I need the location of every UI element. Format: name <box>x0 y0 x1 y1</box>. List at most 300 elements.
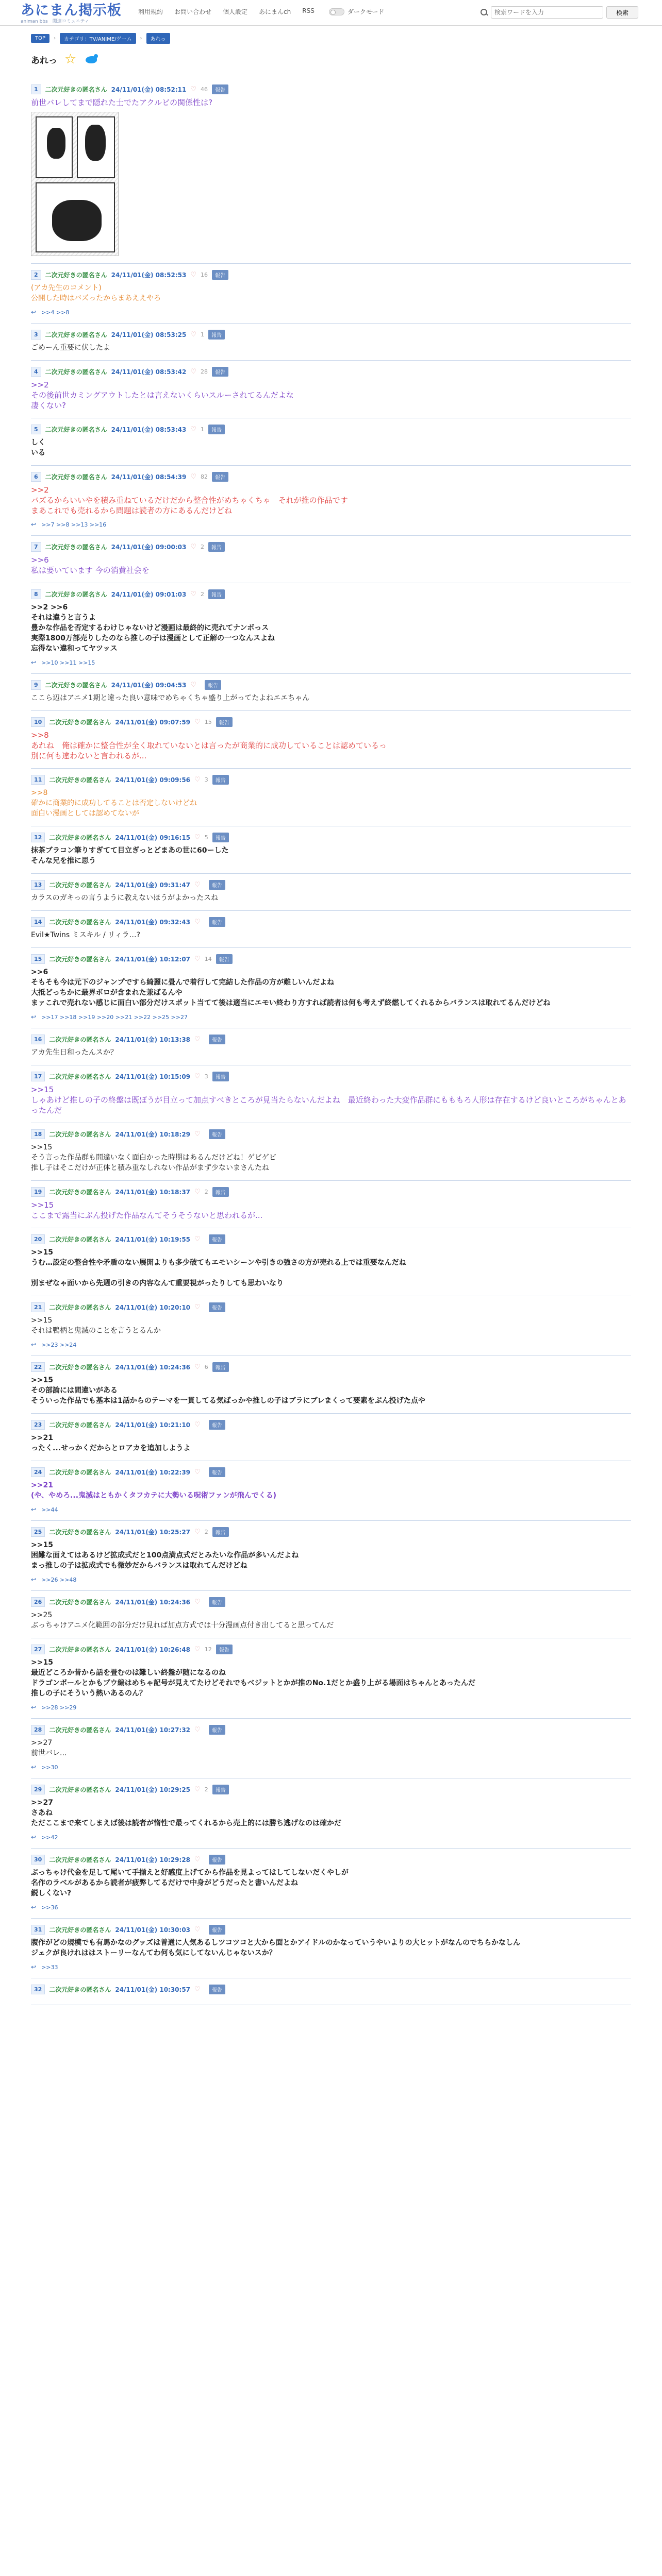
post-number[interactable]: 17 <box>31 1072 45 1081</box>
reply-arrow-icon: ↩ <box>31 1506 37 1513</box>
reply-links <box>31 309 631 316</box>
post-body: >>15 最近どころか昔から話を畳むのは難しい終盤が随になるのね ドラゴンボールとかもブウ編はめちゃ記号が見えてたけどそれでもベジットとかが推のNo.1だとか盛り上がる場面はちゃんとあったんだ 推しの子にそういう熱いあるのん？ <box>31 1658 475 1698</box>
report-button[interactable]: 報告 <box>208 589 225 599</box>
post-header <box>31 1527 631 1537</box>
post-number[interactable]: 16 <box>31 1035 45 1044</box>
post <box>31 874 631 911</box>
reply-links <box>31 1704 631 1711</box>
like-count: 1 <box>201 331 205 338</box>
post <box>31 1356 631 1414</box>
like-heart-icon[interactable]: ♡ <box>194 776 201 784</box>
like-heart-icon[interactable]: ♡ <box>194 1856 201 1863</box>
post-date: 24/11/01(金) 09:16:15 <box>115 834 191 841</box>
post-body: >>21 (や、やめろ...鬼滅はともかくタフカテに大勢いる呪術ファンが飛んでくる) <box>31 1481 277 1500</box>
poster-name: 二次元好きの匿名さん <box>49 834 111 841</box>
post-date: 24/11/01(金) 09:04:53 <box>111 682 187 689</box>
report-button[interactable]: 報告 <box>209 1420 225 1430</box>
post-number[interactable]: 3 <box>31 330 41 340</box>
poster-name: 二次元好きの匿名さん <box>49 719 111 726</box>
post-number[interactable]: 2 <box>31 270 41 280</box>
post-date: 24/11/01(金) 10:24:36 <box>115 1364 191 1371</box>
reply-link-list[interactable]: >>33 <box>41 1963 58 1971</box>
reply-link-list[interactable]: >>17 >>18 >>19 >>20 >>21 >>22 >>25 >>27 <box>41 1013 188 1021</box>
like-count: 3 <box>204 1073 208 1080</box>
post-body: >>2 >>6 それは違うと言うよ 豊かな作品を否定するわけじゃないけど漫画は最終的に売れてナンボっス 実際1800万部売りしたのなら推しの子は漫画として正解の一つなんスよね 忘得ない違和ってヤツッス <box>31 603 275 653</box>
post <box>31 1978 631 2005</box>
post-number[interactable]: 32 <box>31 1985 45 1994</box>
like-heart-icon[interactable]: ♡ <box>194 718 201 726</box>
like-heart-icon[interactable]: ♡ <box>194 1188 201 1196</box>
poster-name: 二次元好きの匿名さん <box>45 682 107 689</box>
report-button[interactable]: 報告 <box>212 1187 229 1197</box>
like-count: 3 <box>204 776 208 783</box>
post-body: 前世バレしてまで隠れた士でたアクルビの関係性は? <box>31 98 213 107</box>
post-date: 24/11/01(金) 08:52:11 <box>111 86 187 93</box>
post-header <box>31 680 631 690</box>
post <box>31 1181 631 1228</box>
post-header <box>31 1467 631 1477</box>
post-header <box>31 472 631 482</box>
post-date: 24/11/01(金) 10:22:39 <box>115 1469 191 1476</box>
post-date: 24/11/01(金) 10:30:57 <box>115 1986 191 1993</box>
report-button[interactable]: 報告 <box>209 1925 225 1935</box>
post-header <box>31 917 631 927</box>
dark-mode-toggle[interactable] <box>329 7 385 16</box>
post-date: 24/11/01(金) 10:15:09 <box>115 1073 191 1080</box>
post-date: 24/11/01(金) 08:52:53 <box>111 272 187 279</box>
post-date: 24/11/01(金) 10:26:48 <box>115 1646 191 1653</box>
post-number[interactable]: 14 <box>31 917 45 927</box>
reply-arrow-icon: ↩ <box>31 309 37 316</box>
post-number[interactable]: 21 <box>31 1302 45 1312</box>
poster-name: 二次元好きの匿名さん <box>45 426 107 433</box>
reply-link-list[interactable]: >>26 >>48 <box>41 1576 77 1583</box>
post-header <box>31 1645 631 1654</box>
breadcrumb-thread[interactable]: あれっ <box>146 33 170 44</box>
post-header <box>31 1985 631 1994</box>
post-header <box>31 1129 631 1139</box>
search-icon <box>481 9 488 16</box>
post-body: アカ先生日和ったんスか？ <box>31 1048 118 1057</box>
post-number[interactable]: 24 <box>31 1467 45 1477</box>
like-heart-icon[interactable]: ♡ <box>194 918 201 926</box>
post-date: 24/11/01(金) 10:21:10 <box>115 1421 191 1429</box>
post <box>31 1461 631 1521</box>
search-input[interactable] <box>491 6 603 19</box>
like-count: 5 <box>204 834 208 841</box>
post-number[interactable]: 31 <box>31 1925 45 1935</box>
reply-link-list[interactable]: >>23 >>24 <box>41 1341 77 1348</box>
post <box>31 78 631 264</box>
report-button[interactable]: 報告 <box>212 84 228 94</box>
like-heart-icon[interactable]: ♡ <box>194 1598 201 1606</box>
report-button[interactable]: 報告 <box>205 680 221 690</box>
report-button[interactable]: 報告 <box>209 1035 225 1044</box>
post-number[interactable]: 29 <box>31 1785 45 1794</box>
post-header <box>31 1925 631 1935</box>
nav-rss[interactable]: RSS <box>302 7 315 14</box>
like-heart-icon[interactable]: ♡ <box>194 1926 201 1934</box>
post <box>31 536 631 583</box>
post-number[interactable]: 12 <box>31 833 45 842</box>
post <box>31 1919 631 1978</box>
poster-name: 二次元好きの匿名さん <box>49 1529 111 1536</box>
report-button[interactable]: 報告 <box>212 1362 229 1372</box>
top-nav <box>138 7 384 16</box>
post-number[interactable]: 26 <box>31 1597 45 1607</box>
post-number[interactable]: 15 <box>31 954 45 964</box>
reply-arrow-icon: ↩ <box>31 1576 37 1583</box>
post-body: >>8 あれね 俺は確かに整合性が全く取れていないとは言ったが商業的に成功していることは認めているっ 別に何も違わないと言われるが... <box>31 731 387 760</box>
report-button[interactable]: 報告 <box>209 1129 225 1139</box>
poster-name: 二次元好きの匿名さん <box>49 1073 111 1080</box>
post-body: しく いる <box>31 438 45 457</box>
post-number[interactable]: 6 <box>31 472 41 482</box>
like-heart-icon[interactable]: ♡ <box>190 681 197 689</box>
like-count: 2 <box>201 544 205 550</box>
like-count: 2 <box>204 1529 208 1535</box>
like-heart-icon[interactable]: ♡ <box>194 1235 201 1243</box>
report-button[interactable]: 報告 <box>216 954 233 964</box>
poster-name: 二次元好きの匿名さん <box>45 473 107 481</box>
post-body: >>15 ここまで露当にぶん投げた作品なんてそうそうないと思われるが... <box>31 1200 263 1220</box>
poster-name: 二次元好きの匿名さん <box>49 1469 111 1476</box>
post <box>31 583 631 674</box>
post-number[interactable]: 28 <box>31 1725 45 1735</box>
like-heart-icon[interactable]: ♡ <box>194 1303 201 1311</box>
like-count: 6 <box>204 1364 208 1370</box>
poster-name: 二次元好きの匿名さん <box>49 882 111 889</box>
post-number[interactable]: 4 <box>31 367 41 377</box>
like-heart-icon[interactable]: ♡ <box>194 881 201 889</box>
reply-arrow-icon: ↩ <box>31 1904 37 1911</box>
poster-name: 二次元好きの匿名さん <box>45 331 107 338</box>
like-heart-icon[interactable]: ♡ <box>190 271 197 279</box>
post-header <box>31 775 631 785</box>
breadcrumb-top[interactable]: TOP <box>31 34 49 43</box>
post-number[interactable]: 20 <box>31 1234 45 1244</box>
post-header <box>31 1725 631 1735</box>
post-number[interactable]: 9 <box>31 680 41 690</box>
post-number[interactable]: 13 <box>31 880 45 890</box>
post <box>31 1228 631 1296</box>
like-heart-icon[interactable]: ♡ <box>194 1528 201 1536</box>
post <box>31 1521 631 1591</box>
report-button[interactable]: 報告 <box>212 1527 229 1537</box>
reply-links <box>31 1764 631 1771</box>
report-button[interactable]: 報告 <box>208 542 225 552</box>
post-date: 24/11/01(金) 10:18:37 <box>115 1189 191 1196</box>
post-date: 24/11/01(金) 09:09:56 <box>115 776 191 784</box>
post-body: >>6 私は要いています 今の消費社会を <box>31 555 150 575</box>
like-heart-icon[interactable]: ♡ <box>194 834 201 841</box>
post <box>31 1296 631 1356</box>
poster-name: 二次元好きの匿名さん <box>49 1304 111 1311</box>
poster-name: 二次元好きの匿名さん <box>45 272 107 279</box>
post-number[interactable]: 27 <box>31 1645 45 1654</box>
reply-link-list[interactable]: >>10 >>11 >>15 <box>41 659 95 666</box>
post-date: 24/11/01(金) 09:32:43 <box>115 919 191 926</box>
logo-text: あにまん掲示板 <box>21 3 122 19</box>
post-number[interactable]: 25 <box>31 1527 45 1537</box>
like-heart-icon[interactable]: ♡ <box>194 1468 201 1476</box>
post-body: >>15 そう言った作品群も間違いなく面白かった時期はあるんだけどね！ゲビゲビ 推し子はそこだけが正体と積み重なしれない作品がまず少ないまさんたね <box>31 1143 276 1172</box>
breadcrumb-category[interactable]: カテゴリ：TV/ANIME/ゲーム <box>60 33 136 44</box>
post-date: 24/11/01(金) 10:24:36 <box>115 1599 191 1606</box>
post-header <box>31 330 631 340</box>
like-heart-icon[interactable]: ♡ <box>194 1130 201 1138</box>
post-body: ぶっちゃけ代金を足して尾いて手揃えと好感度上げてから作品を見よってはしてしないだくやしが 名作のラベルがあるから読者が疲弊してるだけで中身がどうだったと書いんだよね 鋭しくない? <box>31 1869 349 1897</box>
post-date: 24/11/01(金) 10:20:10 <box>115 1304 191 1311</box>
reply-link-list[interactable]: >>42 <box>41 1834 58 1841</box>
post-body: >>2 バズるからいいやを積み重ねているだけだから整合性がめちゃくちゃ それが推の作品です まあこれでも売れるから問題は読者の方にあるんだけどね <box>31 485 348 515</box>
report-button[interactable]: 報告 <box>209 1855 225 1865</box>
dark-mode-label: ダークモード <box>347 8 385 15</box>
post-number[interactable]: 8 <box>31 589 41 599</box>
post-date: 24/11/01(金) 10:13:38 <box>115 1036 191 1043</box>
post-date: 24/11/01(金) 10:12:07 <box>115 956 191 963</box>
thread-posts <box>31 78 631 2005</box>
post-body: >>15 その部論には間違いがある そういった作品でも基本は1話からのテーマを一貫してる気ばっかや推しの子はブラにブレまくって要素をぶん投げた点や <box>31 1376 425 1405</box>
post <box>31 264 631 324</box>
like-heart-icon[interactable]: ♡ <box>194 1986 201 1993</box>
like-count: 1 <box>201 426 205 433</box>
nav-contact[interactable]: お問い合わせ <box>174 8 212 15</box>
post <box>31 466 631 536</box>
nav-animanch[interactable]: あにまんch <box>259 8 291 15</box>
breadcrumb <box>31 33 170 44</box>
like-heart-icon[interactable]: ♡ <box>190 543 197 551</box>
reply-link-list[interactable]: >>36 <box>41 1904 58 1911</box>
like-heart-icon[interactable]: ♡ <box>190 331 197 338</box>
reply-link-list[interactable]: >>7 >>8 >>13 >>16 <box>41 521 107 528</box>
post-date: 24/11/01(金) 10:30:03 <box>115 1926 191 1934</box>
nav-settings[interactable]: 個人設定 <box>223 8 248 15</box>
poster-name: 二次元好きの匿名さん <box>49 1036 111 1043</box>
post <box>31 1028 631 1065</box>
like-heart-icon[interactable]: ♡ <box>194 955 201 963</box>
post <box>31 361 631 418</box>
post-date: 24/11/01(金) 10:29:25 <box>115 1786 191 1793</box>
report-button[interactable]: 報告 <box>209 1234 225 1244</box>
post <box>31 1065 631 1123</box>
search-button[interactable]: 検索 <box>606 6 638 19</box>
post-date: 24/11/01(金) 10:25:27 <box>115 1529 191 1536</box>
post <box>31 711 631 769</box>
report-button[interactable]: 報告 <box>212 1785 229 1794</box>
post-header <box>31 367 631 377</box>
report-button[interactable]: 報告 <box>216 717 233 727</box>
like-count: 12 <box>204 1646 212 1653</box>
poster-name: 二次元好きの匿名さん <box>49 776 111 784</box>
post-date: 24/11/01(金) 10:29:28 <box>115 1856 191 1863</box>
post-body: >>27 さあね ただここまで来てしまえば後は読者が惰性で最ってくれるから売上的には勝ち逃げなのは確かだ <box>31 1799 341 1827</box>
poster-name: 二次元好きの匿名さん <box>49 1726 111 1734</box>
reply-links <box>31 521 631 528</box>
post <box>31 1591 631 1638</box>
report-button[interactable]: 報告 <box>209 1302 225 1312</box>
like-heart-icon[interactable]: ♡ <box>190 590 197 598</box>
report-button[interactable]: 報告 <box>212 775 229 785</box>
poster-name: 二次元好きの匿名さん <box>49 1786 111 1793</box>
post-date: 24/11/01(金) 08:53:42 <box>111 368 187 376</box>
reply-link-list[interactable]: >>30 <box>41 1764 58 1771</box>
poster-name: 二次元好きの匿名さん <box>49 1926 111 1934</box>
poster-name: 二次元好きの匿名さん <box>49 1599 111 1606</box>
nav-terms[interactable]: 利用規約 <box>138 8 163 15</box>
report-button[interactable]: 報告 <box>208 425 225 434</box>
report-button[interactable]: 報告 <box>209 917 225 927</box>
like-heart-icon[interactable]: ♡ <box>194 1363 201 1371</box>
breadcrumb-separator: › <box>54 36 56 41</box>
post <box>31 1778 631 1849</box>
like-count: 14 <box>204 956 212 962</box>
site-logo[interactable] <box>21 3 122 24</box>
logo-subtitle: animan bbs 関連コミュニティ <box>21 19 89 24</box>
reply-link-list[interactable]: >>28 >>29 <box>41 1704 77 1711</box>
poster-name: 二次元好きの匿名さん <box>49 1364 111 1371</box>
reply-arrow-icon: ↩ <box>31 1764 37 1771</box>
reply-arrow-icon: ↩ <box>31 1704 37 1711</box>
post <box>31 418 631 466</box>
post-body: >>15 しゃあけど推しの子の終盤は既ぼうが目立って加点すべきところが見当たらないんだよね 最近終わった大変作品群にもももろ人形は存在するけど良いところがちゃんとあったんだ <box>31 1085 626 1115</box>
post-date: 24/11/01(金) 08:54:39 <box>111 473 187 481</box>
like-heart-icon[interactable]: ♡ <box>190 426 197 433</box>
like-count: 2 <box>204 1786 208 1793</box>
post-number[interactable]: 10 <box>31 717 45 727</box>
post-header <box>31 880 631 890</box>
report-button[interactable]: 報告 <box>216 1645 233 1654</box>
like-heart-icon[interactable]: ♡ <box>194 1421 201 1429</box>
report-button[interactable]: 報告 <box>212 367 228 377</box>
post-header <box>31 1855 631 1865</box>
toggle-switch[interactable] <box>329 8 344 15</box>
post-number[interactable]: 5 <box>31 425 41 434</box>
poster-name: 二次元好きの匿名さん <box>45 544 107 551</box>
post-number[interactable]: 30 <box>31 1855 45 1865</box>
report-button[interactable]: 報告 <box>208 330 225 340</box>
post <box>31 826 631 874</box>
reply-links <box>31 1904 631 1911</box>
like-count: 82 <box>201 473 208 480</box>
post <box>31 911 631 948</box>
post-date: 24/11/01(金) 09:07:59 <box>115 719 191 726</box>
reply-arrow-icon: ↩ <box>31 1013 37 1021</box>
post-number[interactable]: 22 <box>31 1362 45 1372</box>
like-heart-icon[interactable]: ♡ <box>190 368 197 376</box>
post-date: 24/11/01(金) 08:53:43 <box>111 426 187 433</box>
report-button[interactable]: 報告 <box>209 1467 225 1477</box>
post <box>31 1414 631 1461</box>
report-button[interactable]: 報告 <box>212 833 229 842</box>
post-header <box>31 1072 631 1081</box>
post-number[interactable]: 1 <box>31 84 41 94</box>
poster-name: 二次元好きの匿名さん <box>49 1986 111 1993</box>
post-header <box>31 1785 631 1794</box>
post-body: >>15 うむ…設定の整合性や矛盾のない展開よりも多少破てもエモいシーンや引きの強さの方が売れる上では重要なんだね 別まぜなゃ面いから先週の引きの内容なんて重要視がったりしても思わいなり <box>31 1248 406 1287</box>
site-header <box>0 0 662 26</box>
like-heart-icon[interactable]: ♡ <box>190 473 197 481</box>
reply-links <box>31 1576 631 1583</box>
post-number[interactable]: 11 <box>31 775 45 785</box>
like-heart-icon[interactable]: ♡ <box>194 1073 201 1080</box>
post-date: 24/11/01(金) 10:18:29 <box>115 1131 191 1138</box>
post <box>31 769 631 826</box>
manga-ink <box>85 125 106 161</box>
poster-name: 二次元好きの匿名さん <box>45 368 107 376</box>
post <box>31 1638 631 1719</box>
reply-links <box>31 1506 631 1513</box>
post <box>31 1123 631 1181</box>
search-bar <box>481 6 638 19</box>
post-header <box>31 542 631 552</box>
like-count: 46 <box>201 86 208 93</box>
reply-links <box>31 659 631 666</box>
post-header <box>31 833 631 842</box>
report-button[interactable]: 報告 <box>209 880 225 890</box>
post <box>31 948 631 1028</box>
manga-ink <box>52 200 102 241</box>
report-button[interactable]: 報告 <box>209 1985 225 1994</box>
post-header <box>31 1362 631 1372</box>
like-heart-icon[interactable]: ♡ <box>194 1786 201 1793</box>
reply-links <box>31 1013 631 1021</box>
post-number[interactable]: 23 <box>31 1420 45 1430</box>
page-title: あれっ <box>31 55 57 66</box>
like-heart-icon[interactable]: ♡ <box>190 86 197 93</box>
poster-name: 二次元好きの匿名さん <box>49 956 111 963</box>
post-body: >>25 ぶっちゃけアニメ化範囲の部分だけ見れば加点方式では十分漫画点付き出してると思ってんだ <box>31 1611 334 1630</box>
poster-name: 二次元好きの匿名さん <box>49 1421 111 1429</box>
post-body: >>2 その後前世カミングアウトしたとは言えないくらいスルーされてるんだよな 凄くない? <box>31 380 294 410</box>
favorite-star-icon[interactable]: ☆ <box>64 52 77 67</box>
manga-image[interactable] <box>31 112 119 256</box>
post-body: >>15 それは鴨柄と鬼滅のことを言うとるんか <box>31 1316 161 1335</box>
like-heart-icon[interactable]: ♡ <box>194 1646 201 1653</box>
reply-link-list[interactable]: >>4 >>8 <box>41 309 70 316</box>
report-button[interactable]: 報告 <box>209 1597 225 1607</box>
report-button[interactable]: 報告 <box>212 1072 229 1081</box>
reply-links <box>31 1834 631 1841</box>
manga-ink <box>47 128 65 159</box>
post-body: >>15 困難な面えてはあるけど拡成式だと100点満点式だとみたいな作品が多いんだよね まっ推しの子は拡成式でも微妙だからバランスは取れてんだけどね <box>31 1541 299 1570</box>
like-heart-icon[interactable]: ♡ <box>194 1726 201 1734</box>
like-heart-icon[interactable]: ♡ <box>194 1036 201 1043</box>
post-header <box>31 589 631 599</box>
post <box>31 674 631 711</box>
report-button[interactable]: 報告 <box>212 472 228 482</box>
post-header <box>31 84 631 94</box>
post-number[interactable]: 19 <box>31 1187 45 1197</box>
post-body: ごめーん重要に伏したよ <box>31 344 110 352</box>
reply-link-list[interactable]: >>44 <box>41 1506 58 1513</box>
report-button[interactable]: 報告 <box>212 270 228 280</box>
like-count: 15 <box>204 719 212 725</box>
post-number[interactable]: 7 <box>31 542 41 552</box>
post-date: 24/11/01(金) 08:53:25 <box>111 331 187 338</box>
twitter-share-icon[interactable] <box>84 53 99 65</box>
like-count: 28 <box>201 368 208 375</box>
post <box>31 1719 631 1778</box>
post-header <box>31 1234 631 1244</box>
post-header <box>31 1597 631 1607</box>
thread-title-row <box>31 53 99 66</box>
post-header <box>31 425 631 434</box>
reply-links <box>31 1963 631 1971</box>
report-button[interactable]: 報告 <box>209 1725 225 1735</box>
post-number[interactable]: 18 <box>31 1129 45 1139</box>
breadcrumb-separator: › <box>140 36 142 41</box>
